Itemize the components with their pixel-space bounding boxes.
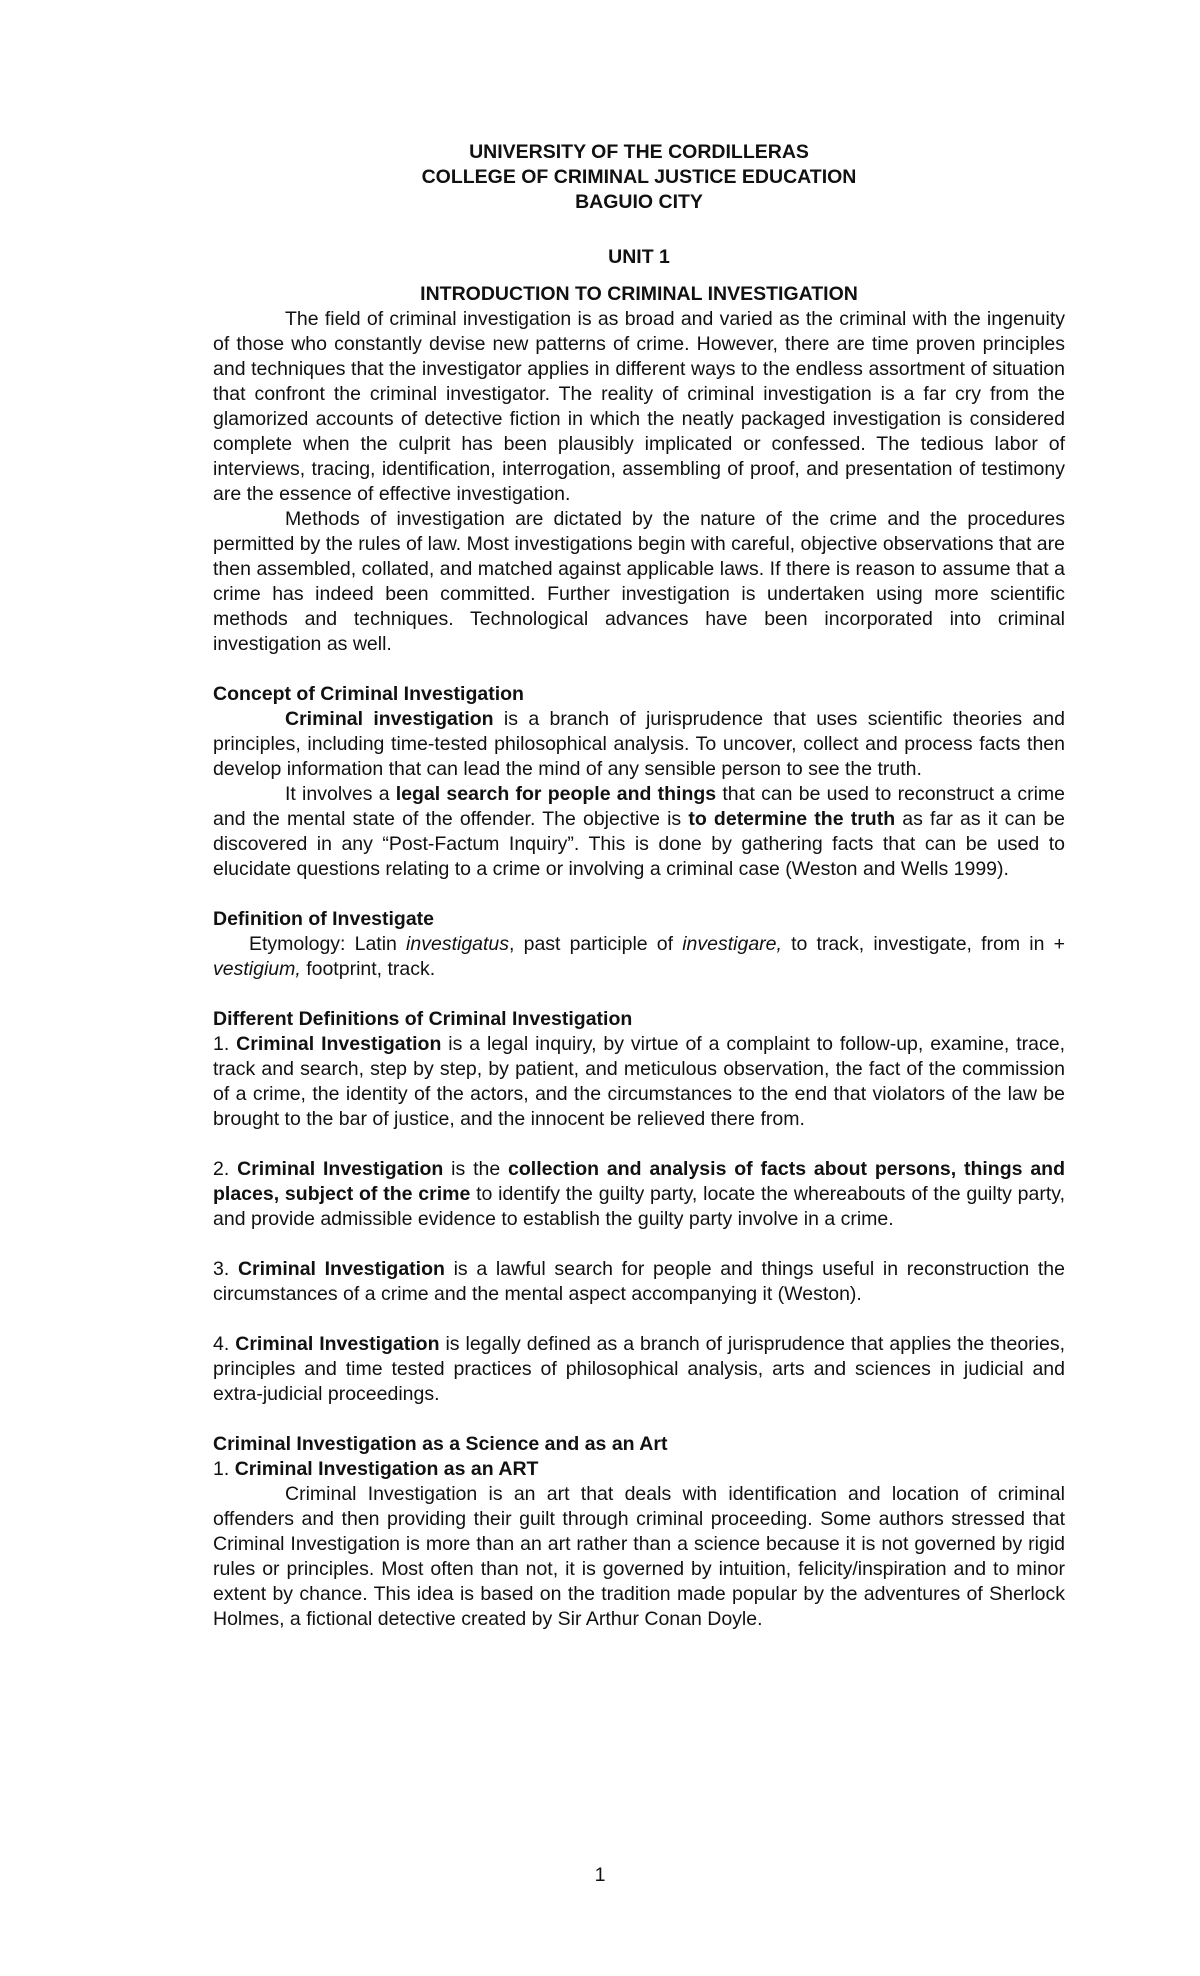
intro-paragraph-2: Methods of investigation are dictated by the nature of the crime and the procedures permitted by the rules of law. Most investigations begin with careful, objective observations that are then assembled, collated, and matched against applicable laws. If there is reason to assume that a crime has indeed been committed. Further investigation is undertaken using more scientific methods and techniques. Technological advances have been incorporated into criminal investigation as well.: [213, 508, 1065, 655]
etym-text-d: footprint, track.: [300, 958, 436, 980]
definition-bold-phrase: collection and analysis of facts about persons, things and places, subject of the crime: [213, 1158, 1065, 1205]
definition-text: is a legal inquiry, by virtue of a complaint to follow-up, examine, trace, track and search, step by step, by patient, and meticulous observation, the fact of the commission of a crime, the identity of the actors, and the circumstances to the end that violators of the law be brought to the bar of justice, and the innocent be relieved there from.: [213, 1033, 1065, 1130]
concept-text-2b: that can be used to reconstruct a crime and the mental state of the offender. The objective is: [213, 783, 1065, 830]
etym-text-a: Etymology: Latin: [249, 933, 407, 955]
unit-number: UNIT 1: [608, 246, 670, 268]
definition-number: 4.: [213, 1333, 236, 1355]
definition-heading: Definition of Investigate: [213, 908, 435, 930]
art-subheading-title: Criminal Investigation as an ART: [234, 1458, 539, 1480]
art-paragraph: Criminal Investigation is an art that deals with identification and location of criminal offenders and then providing their guilt through criminal proceeding. Some authors stressed that Criminal Investigation is more than an art rather than a science because it is not governed by rigid rules or principles. Most often than not, it is governed by intuition, felicity/inspiration and to minor extent by chance. This idea is based on the tradition made popular by the adventures of Sherlock Holmes, a fictional detective created by Sir Arthur Conan Doyle.: [213, 1483, 1065, 1630]
university-name: UNIVERSITY OF THE CORDILLERAS: [469, 141, 809, 163]
concept-bold-2: to determine the truth: [688, 808, 896, 830]
definition-term: Criminal Investigation: [235, 1333, 440, 1355]
concept-heading: Concept of Criminal Investigation: [213, 683, 524, 705]
definition-item-2: [213, 1157, 1065, 1232]
definition-text: is legally defined as a branch of jurisprudence that applies the theories, principles and time tested practices of philosophical analysis, arts and sciences in judicial and extra-judicial proceedings.: [213, 1333, 1065, 1405]
definitions-heading: Different Definitions of Criminal Investigation: [213, 1008, 633, 1030]
definition-text: is the: [443, 1158, 509, 1180]
definition-number: 2.: [213, 1158, 238, 1180]
etym-italic-3: vestigium,: [213, 958, 301, 980]
concept-term: Criminal investigation: [285, 708, 494, 730]
etymology-paragraph: [213, 932, 1065, 982]
etym-text-b: , past participle of: [509, 933, 683, 955]
definition-item-4: [213, 1332, 1065, 1407]
definition-item-3: [213, 1257, 1065, 1307]
concept-bold-1: legal search for people and things: [395, 783, 717, 805]
city-name: BAGUIO CITY: [575, 191, 703, 213]
definition-number: 3.: [213, 1258, 238, 1280]
document-header: [213, 140, 1065, 215]
document-page: [213, 140, 1065, 1632]
definition-term: Criminal Investigation: [237, 1258, 445, 1280]
definition-item-1: [213, 1032, 1065, 1132]
definition-term: Criminal Investigation: [237, 1158, 444, 1180]
etym-italic-1: investigatus: [406, 933, 510, 955]
concept-paragraph-2: [213, 782, 1065, 882]
intro-paragraph-1: The field of criminal investigation is as broad and varied as the criminal with the ingenuity of those who constantly devise new patterns of crime. However, there are time proven principles and techniques that the investigator applies in different ways to the endless assortment of situation that confront the criminal investigator. The reality of criminal investigation is a far cry from the glamorized accounts of detective fiction in which the neatly packaged investigation is considered complete when the culprit has been plausibly implicated or confessed. The tedious labor of interviews, tracing, identification, interrogation, assembling of proof, and presentation of testimony are the essence of effective investigation.: [213, 308, 1065, 505]
definition-number: 1.: [213, 1033, 237, 1055]
art-subheading-number: 1.: [213, 1458, 235, 1480]
etym-text-c: to track, investigate, from in +: [781, 933, 1065, 955]
definition-text: to identify the guilty party, locate the whereabouts of the guilty party, and provide admissible evidence to establish the guilty party involve in a crime.: [213, 1183, 1065, 1230]
concept-text-2a: It involves a: [285, 783, 396, 805]
science-art-heading: Criminal Investigation as a Science and as an Art: [213, 1433, 668, 1455]
definition-term: Criminal Investigation: [236, 1033, 442, 1055]
definition-text: is a lawful search for people and things useful in reconstruction the circumstances of a crime and the mental aspect accompanying it (Weston).: [213, 1258, 1065, 1305]
unit-title: INTRODUCTION TO CRIMINAL INVESTIGATION: [420, 283, 858, 305]
art-subheading: [213, 1457, 1065, 1482]
etym-italic-2: investigare,: [682, 933, 782, 955]
concept-text-1: is a branch of jurisprudence that uses scientific theories and principles, including time-tested philosophical analysis. To uncover, collect and process facts then develop information that can lead the mind of any sensible person to see the truth.: [213, 708, 1065, 780]
college-name: COLLEGE OF CRIMINAL JUSTICE EDUCATION: [421, 166, 857, 188]
concept-paragraph-1: [213, 707, 1065, 782]
page-number: 1: [594, 1864, 606, 1886]
concept-text-2c: as far as it can be discovered in any “Post-Factum Inquiry”. This is done by gathering facts that can be used to elucidate questions relating to a crime or involving a criminal case (Weston and Wells 1999).: [213, 808, 1065, 880]
